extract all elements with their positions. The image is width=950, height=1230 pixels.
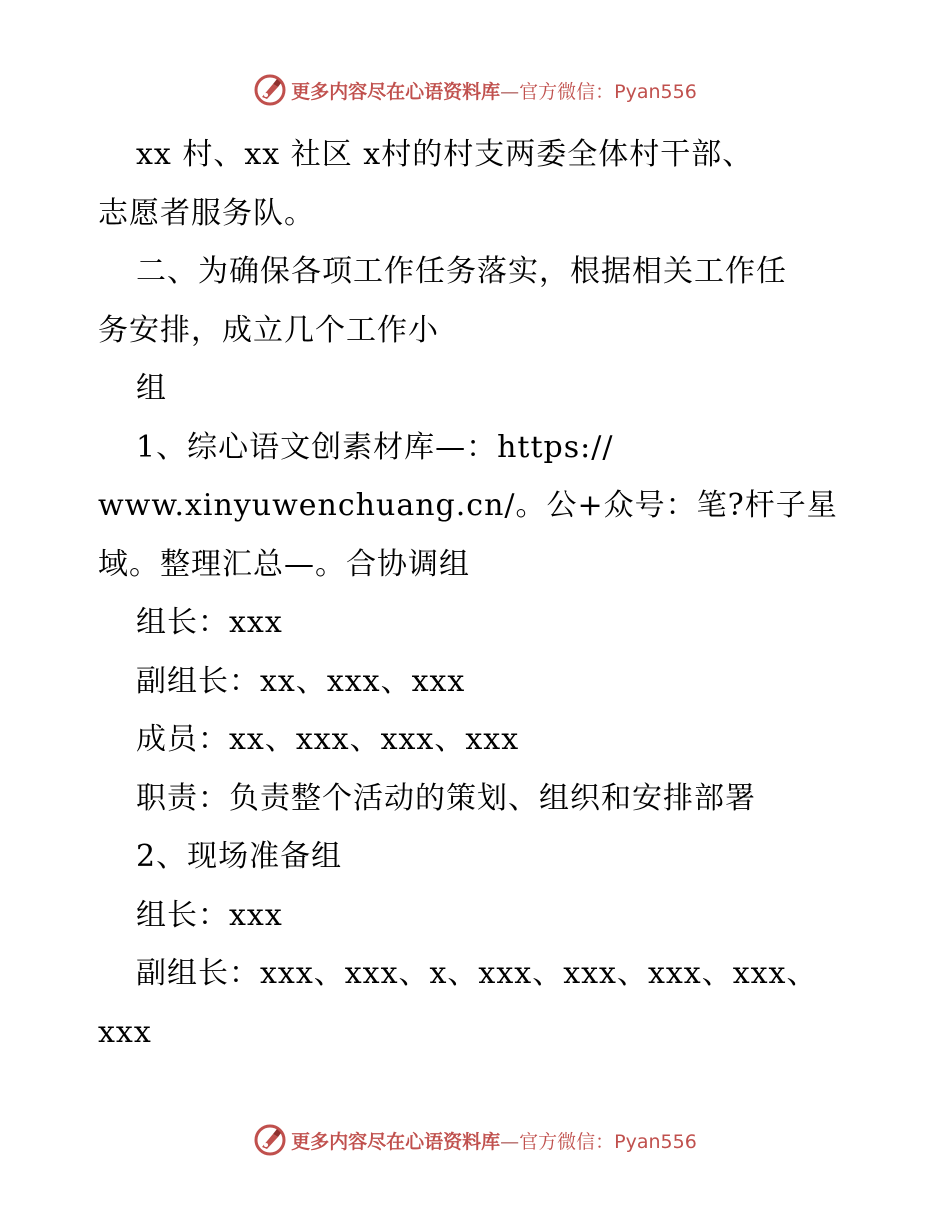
paragraph-line: 组 xyxy=(136,371,167,406)
paragraph-line: 副组长：xx、xxx、xxx xyxy=(136,663,466,699)
paragraph-line: 二、为确保各项工作任务落实，根据相关工作任 xyxy=(136,254,787,289)
banner-text xyxy=(291,1127,697,1154)
pen-nib-logo-icon xyxy=(253,73,287,107)
pen-nib-logo-icon xyxy=(253,1123,287,1157)
paragraph-line: 成员：xx、xxx、xxx、xxx xyxy=(136,722,520,757)
paragraph-line: 志愿者服务队。 xyxy=(98,195,315,231)
banner-separator: — xyxy=(500,1130,520,1153)
banner-text xyxy=(291,77,697,104)
paragraph-line: xxx xyxy=(98,1014,152,1050)
paragraph-line: 域。整理汇总—。合协调组 xyxy=(98,546,470,582)
paragraph-line: 组长：xxx xyxy=(136,605,283,640)
paragraph-line: 务安排，成立几个工作小 xyxy=(98,312,439,348)
banner-main-text: 更多内容尽在心语资料库 xyxy=(291,80,501,103)
banner-main-text: 更多内容尽在心语资料库 xyxy=(291,1130,501,1153)
banner-separator: — xyxy=(500,80,520,103)
header-banner xyxy=(0,70,950,110)
banner-wechat-text: 官方微信：Pyan556 xyxy=(519,80,697,103)
footer-banner xyxy=(0,1120,950,1160)
document-body xyxy=(98,126,858,1062)
paragraph-line: 组长：xxx xyxy=(136,897,283,933)
paragraph-line: xx 村、xx 社区 x村的村支两委全体村干部、 xyxy=(136,137,754,172)
paragraph-line: 2、现场准备组 xyxy=(136,839,343,874)
paragraph-line: www.xinyuwenchuang.cn/。公+众号：笔?杆子星 xyxy=(98,488,838,523)
paragraph-line: 副组长：xxx、xxx、x、xxx、xxx、xxx、xxx、 xyxy=(136,956,818,991)
paragraph-line: 职责：负责整个活动的策划、组织和安排部署 xyxy=(136,780,756,816)
banner-wechat-text: 官方微信：Pyan556 xyxy=(519,1130,697,1153)
paragraph-line: 1、综心语文创素材库—：https:// xyxy=(136,429,614,465)
